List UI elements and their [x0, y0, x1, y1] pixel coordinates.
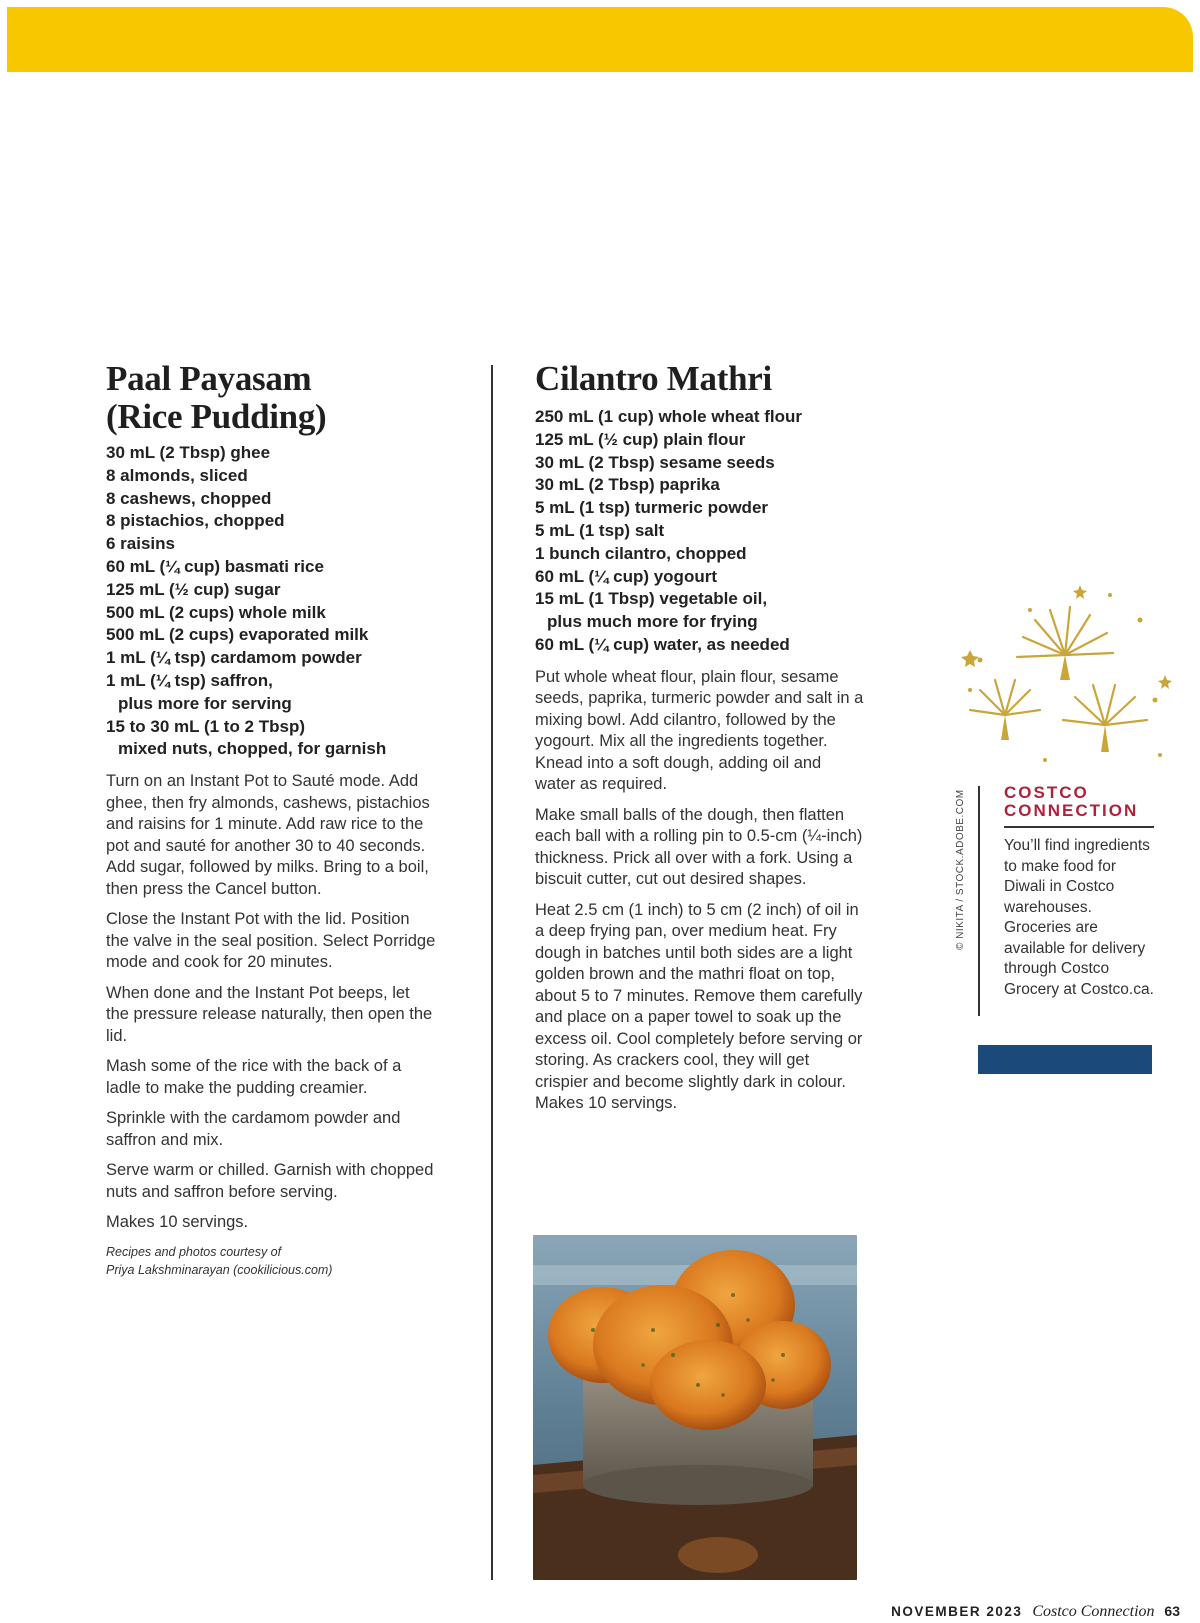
ingredient: 30 mL (2 Tbsp) sesame seeds — [535, 452, 775, 472]
mathri-photo-illustration — [533, 1235, 857, 1580]
sidebar-title-line-1: COSTCO — [1004, 783, 1089, 802]
ingredient-text: 15 mL (1 Tbsp) vegetable oil, — [535, 589, 768, 609]
step: Make small balls of the dough, then flatten each ball with a rolling pin to 0.5-cm (¼-inch) thickness. Prick all over with a fork. Using a biscuit cutter, cut out desired shapes. — [535, 805, 863, 889]
fireworks-illustration — [960, 580, 1175, 770]
sidebar-title-line-2: CONNECTION — [1004, 801, 1139, 820]
title-line-2: (Rice Pudding) — [106, 397, 327, 436]
ingredient: 8 pistachios, chopped — [106, 511, 285, 531]
ingredient-continuation: mixed nuts, chopped, for garnish — [118, 739, 387, 759]
recipe-title: Cilantro Mathri — [535, 359, 772, 398]
credit-line-1: Recipes and photos courtesy of — [106, 1244, 282, 1259]
step: Put whole wheat flour, plain flour, sesame seeds, paprika, turmeric powder and salt in a mixing bowl. Add cilantro, followed by the yogourt. Mix all the ingredients together. Knead into a soft dough, adding oil and water as required. — [535, 667, 864, 794]
ingredient: 1 mL (¼ tsp) cardamom powder — [106, 648, 362, 668]
credit-line-2: Priya Lakshminarayan (cookilicious.com) — [106, 1262, 333, 1277]
ingredient: 8 almonds, sliced — [106, 465, 248, 485]
ingredient: 5 mL (1 tsp) salt — [535, 520, 665, 540]
step: When done and the Instant Pot beeps, let the pressure release naturally, then open the lid. — [106, 983, 433, 1045]
ingredient: 60 mL (¼ cup) basmati rice — [106, 556, 324, 576]
step: Turn on an Instant Pot to Sauté mode. Add ghee, then fry almonds, cashews, pistachios and raisins for 1 minute. Add raw rice to the pot and sauté for another 30 to 40 seconds. Add sugar, followed by milks. Bring to a boil, then press the Cancel button. — [106, 772, 430, 898]
method-steps — [106, 771, 436, 1234]
photo-credit: © NIKITA / STOCK.ADOBE.COM — [955, 789, 966, 950]
ingredient: 6 raisins — [106, 534, 175, 554]
footer-month: NOVEMBER 2023 — [891, 1604, 1023, 1619]
ingredient-continuation: plus much more for frying — [547, 612, 758, 632]
ingredient: 60 mL (¼ cup) water, as needed — [535, 634, 790, 654]
recipe-title — [106, 360, 436, 436]
footer-magazine: Costco Connection — [1032, 1603, 1155, 1620]
ingredient-oil — [535, 588, 865, 634]
ingredient: 60 mL (¼ cup) yogourt — [535, 566, 717, 586]
sidebar-body: You’ll find ingredients to make food for Diwali in Costco warehouses. Groceries are available for delivery through Costco Grocery at Costco.ca. — [1004, 837, 1154, 998]
method-steps — [535, 667, 865, 1115]
ingredient-saffron — [106, 670, 436, 716]
recipe-paal-payasam — [106, 360, 436, 1279]
ingredient-text: 15 to 30 mL (1 to 2 Tbsp) — [106, 716, 306, 736]
page-number: 63 — [1164, 1603, 1180, 1619]
ingredient-nuts — [106, 716, 436, 762]
ingredient: 8 cashews, chopped — [106, 488, 272, 508]
top-banner — [7, 7, 1193, 72]
ingredient: 500 mL (2 cups) evaporated milk — [106, 625, 369, 645]
ingredient: 1 bunch cilantro, chopped — [535, 543, 747, 563]
recipe-cilantro-mathri — [535, 360, 865, 1124]
costco-connection-sidebar — [1004, 784, 1154, 1000]
ingredient: 125 mL (½ cup) sugar — [106, 579, 281, 599]
title-line-1: Paal Payasam — [106, 359, 312, 398]
blue-bar — [978, 1045, 1152, 1074]
step: Sprinkle with the cardamom powder and saffron and mix. — [106, 1109, 401, 1149]
ingredient: 500 mL (2 cups) whole milk — [106, 602, 326, 622]
recipe-credit — [106, 1243, 436, 1279]
page-footer — [860, 1603, 1180, 1621]
ingredient: 30 mL (2 Tbsp) paprika — [535, 475, 720, 495]
step: Heat 2.5 cm (1 inch) to 5 cm (2 inch) of oil in a deep frying pan, over medium heat. Fry dough in batches until both sides are a light golden brown and the mathri float on top, about 5 to 7 minutes. Remove them carefully and place on a paper towel to soak up the excess oil. Cool completely before serving or storing. As crackers cool, they will get crispier and become slightly dark in colour. Makes 10 servings. — [535, 900, 863, 1113]
ingredient-text: 1 mL (¼ tsp) saffron, — [106, 670, 273, 690]
step: Mash some of the rice with the back of a ladle to make the pudding creamier. — [106, 1057, 402, 1097]
ingredient: 250 mL (1 cup) whole wheat flour — [535, 407, 803, 426]
step: Serve warm or chilled. Garnish with chopped nuts and saffron before serving. — [106, 1161, 434, 1201]
step: Close the Instant Pot with the lid. Position the valve in the seal position. Select Porridge mode and cook for 20 minutes. — [106, 910, 436, 972]
ingredient-list — [106, 442, 436, 761]
ingredient: 125 mL (½ cup) plain flour — [535, 429, 746, 449]
sidebar-rule — [1004, 826, 1154, 828]
mathri-photo — [533, 1235, 857, 1580]
column-divider — [491, 365, 493, 1580]
servings: Makes 10 servings. — [106, 1213, 249, 1232]
ingredient: 5 mL (1 tsp) turmeric powder — [535, 498, 769, 518]
ingredient: 30 mL (2 Tbsp) ghee — [106, 443, 271, 462]
ingredient-list — [535, 406, 865, 657]
sidebar-title — [1004, 784, 1154, 820]
sidebar-rule-vertical — [978, 786, 980, 1016]
ingredient-continuation: plus more for serving — [118, 693, 292, 713]
